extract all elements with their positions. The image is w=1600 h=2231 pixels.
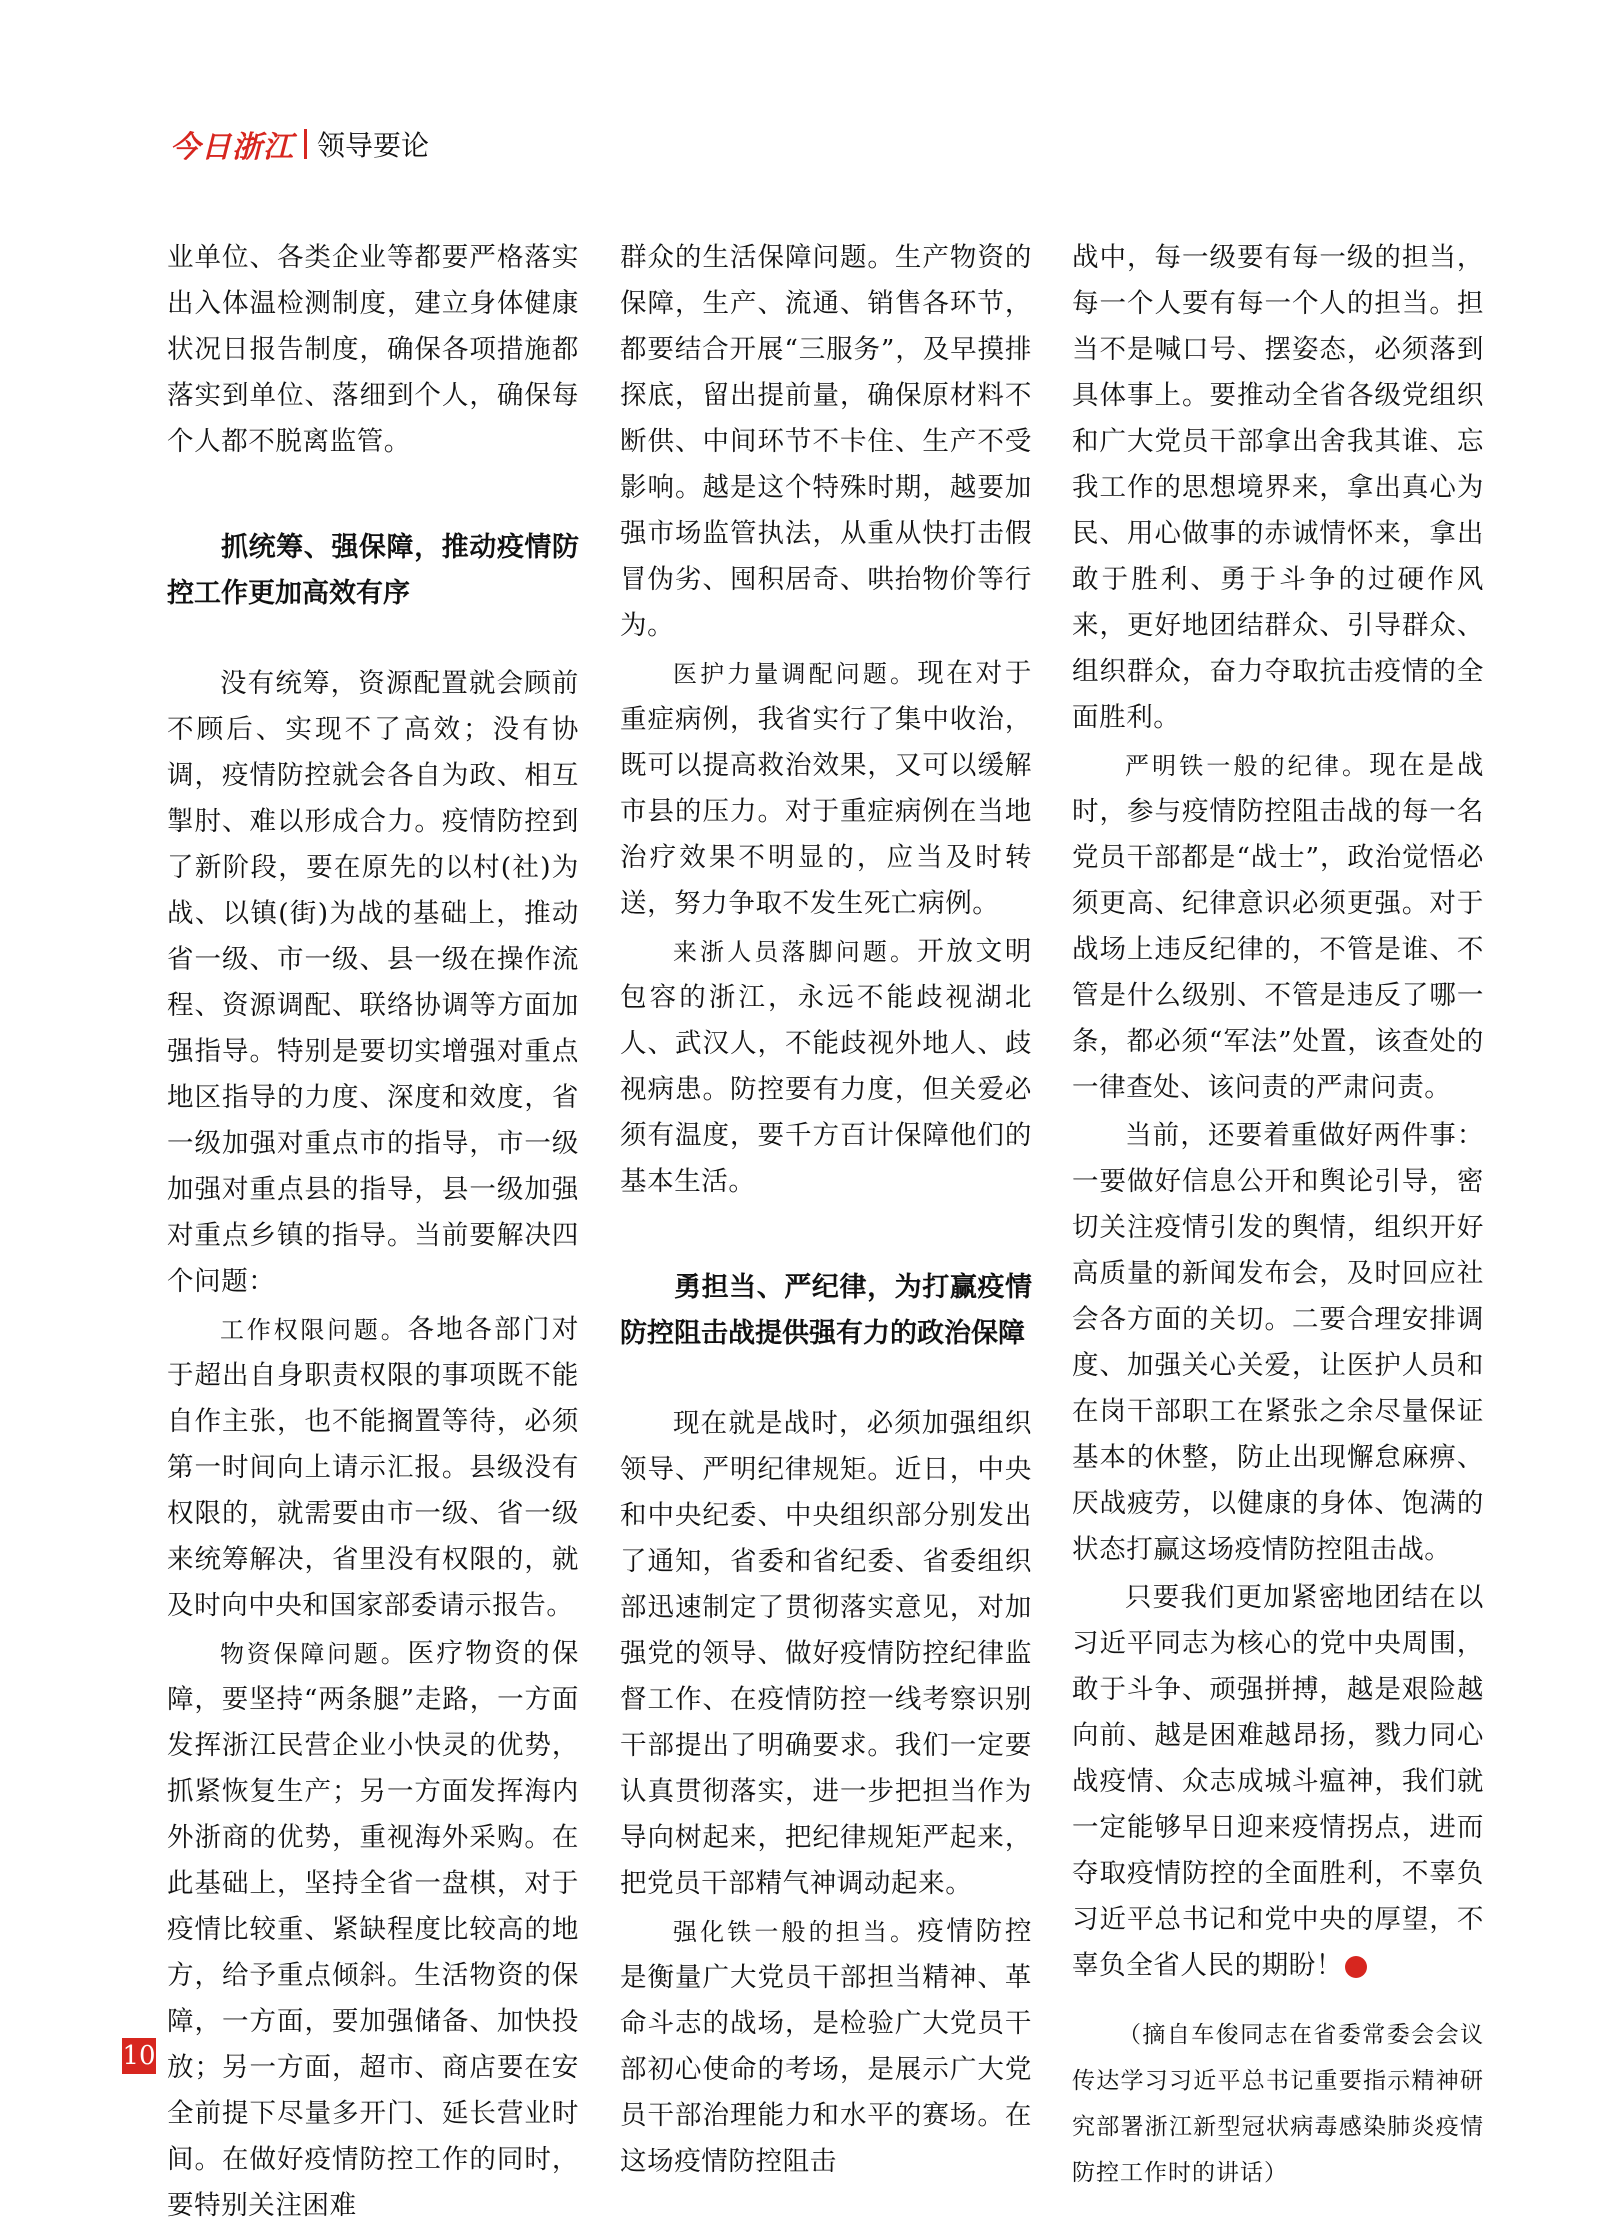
paragraph-keyword: 强化铁一般的担当。 xyxy=(673,1918,918,1946)
source-note: （摘自车俊同志在省委常委会会议传达学习习近平总书记重要指示精神研究部署浙江新型冠状病毒感染肺炎疫情防控工作时的讲话） xyxy=(1072,2022,1484,2186)
section-heading: 抓统筹、强保障，推动疫情防控工作更加高效有序 xyxy=(167,532,579,609)
paragraph: 医护力量调配问题。现在对于重症病例，我省实行了集中收治，既可以提高救治效果，又可以缓解市县的压力。对于重症病例在当地治疗效果不明显的，应当及时转送，努力争取不发生死亡病例。 xyxy=(620,658,1033,919)
column-2 xyxy=(620,235,1032,2187)
section-name: 领导要论 xyxy=(317,129,430,162)
paragraph: 严明铁一般的纪律。现在是战时，参与疫情防控阻击战的每一名党员干部都是“战士”，政治觉悟必须更高、纪律意识必须更强。对于战场上违反纪律的，不管是谁、不管是什么级别、不管是违反了哪一条，都必须“军法”处置，该查处的一律查处、该问责的严肃问责。 xyxy=(1072,750,1485,1103)
paragraph: 当前，还要着重做好两件事：一要做好信息公开和舆论引导，密切关注疫情引发的舆情，组织开好高质量的新闻发布会，及时回应社会各方面的关切。二要合理安排调度、加强关心关爱，让医护人员和在岗干部职工在紧张之余尽量保证基本的休整，防止出现懈怠麻痹、厌战疲劳，以健康的身体、饱满的状态打赢这场疫情防控阻击战。 xyxy=(1072,1120,1484,1565)
header-divider xyxy=(304,129,307,159)
paragraph: 群众的生活保障问题。生产物资的保障，生产、流通、销售各环节，都要结合开展“三服务”，及早摸排探底，留出提前量，确保原材料不断供、中间环节不卡住、生产不受影响。越是这个特殊时期，越要加强市场监管执法，从重从快打击假冒伪劣、囤积居奇、哄抬物价等行为。 xyxy=(620,242,1032,641)
paragraph: 战中，每一级要有每一级的担当，每一个人要有每一个人的担当。担当不是喊口号、摆姿态，必须落到具体事上。要推动全省各级党组织和广大党员干部拿出舍我其谁、忘我工作的思想境界来，拿出真心为民、用心做事的赤诚情怀来，拿出敢于胜利、勇于斗争的过硬作风来，更好地团结群众、引导群众、组织群众，奋力夺取抗击疫情的全面胜利。 xyxy=(1072,242,1484,733)
paragraph-keyword: 来浙人员落脚问题。 xyxy=(673,938,918,966)
paragraph-keyword: 物资保障问题。 xyxy=(220,1640,408,1668)
paragraph: 现在就是战时，必须加强组织领导、严明纪律规矩。近日，中央和中央纪委、中央组织部分别发出了通知，省委和省纪委、省委组织部迅速制定了贯彻落实意见，对加强党的领导、做好疫情防控纪律监督工作、在疫情防控一线考察识别干部提出了明确要求。我们一定要认真贯彻落实，进一步把担当作为导向树起来，把纪律规矩严起来，把党员干部精气神调动起来。 xyxy=(620,1408,1032,1899)
paragraph-keyword: 严明铁一般的纪律。 xyxy=(1125,752,1370,780)
paragraph: 强化铁一般的担当。疫情防控是衡量广大党员干部担当精神、革命斗志的战场，是检验广大党员干部初心使命的考场，是展示广大党员干部治理能力和水平的赛场。在这场疫情防控阻击 xyxy=(620,1916,1033,2177)
paragraph: 没有统筹，资源配置就会顾前不顾后、实现不了高效；没有协调，疫情防控就会各自为政、相互掣肘、难以形成合力。疫情防控到了新阶段，要在原先的以村(社)为战、以镇(街)为战的基础上，推动省一级、市一级、县一级在操作流程、资源调配、联络协调等方面加强指导。特别是要切实增强对重点地区指导的力度、深度和效度，省一级加强对重点市的指导，市一级加强对重点县的指导，县一级加强对重点乡镇的指导。当前要解决四个问题： xyxy=(167,668,579,1297)
section-heading: 勇担当、严纪律，为打赢疫情防控阻击战提供强有力的政治保障 xyxy=(620,1272,1032,1349)
column-1 xyxy=(167,235,579,2231)
page-number: 10 xyxy=(122,2038,156,2074)
paragraph: 业单位、各类企业等都要严格落实出入体温检测制度，建立身体健康状况日报告制度，确保各项措施都落实到单位、落细到个人，确保每个人都不脱离监管。 xyxy=(167,242,579,457)
article-end-icon xyxy=(1345,1956,1367,1978)
masthead-logo: 今日浙江 xyxy=(170,130,294,165)
page-header xyxy=(170,120,429,168)
paragraph-keyword: 工作权限问题。 xyxy=(220,1316,408,1344)
paragraph: 物资保障问题。医疗物资的保障，要坚持“两条腿”走路，一方面发挥浙江民营企业小快灵的优势，抓紧恢复生产；另一方面发挥海内外浙商的优势，重视海外采购。在此基础上，坚持全省一盘棋，对于疫情比较重、紧缺程度比较高的地方，给予重点倾斜。生活物资的保障，一方面，要加强储备、加快投放；另一方面，超市、商店要在安全前提下尽量多开门、延长营业时间。在做好疫情防控工作的同时，要特别关注困难 xyxy=(167,1638,579,2221)
paragraph-keyword: 医护力量调配问题。 xyxy=(673,660,918,688)
paragraph: 来浙人员落脚问题。开放文明包容的浙江，永远不能歧视湖北人、武汉人，不能歧视外地人、歧视病患。防控要有力度，但关爱必须有温度，要千方百计保障他们的基本生活。 xyxy=(620,936,1033,1197)
paragraph: 只要我们更加紧密地团结在以习近平同志为核心的党中央周围，敢于斗争、顽强拼搏，越是艰险越向前、越是困难越昂扬，戮力同心战疫情、众志成城斗瘟神，我们就一定能够早日迎来疫情拐点，进而夺取疫情防控的全面胜利，不辜负习近平总书记和党中央的厚望，不辜负全省人民的期盼！ xyxy=(1072,1582,1484,1981)
paragraph: 工作权限问题。各地各部门对于超出自身职责权限的事项既不能自作主张，也不能搁置等待，必须第一时间向上请示汇报。县级没有权限的，就需要由市一级、省一级来统筹解决，省里没有权限的，就及时向中央和国家部委请示报告。 xyxy=(167,1314,579,1621)
column-3 xyxy=(1072,235,1484,2219)
